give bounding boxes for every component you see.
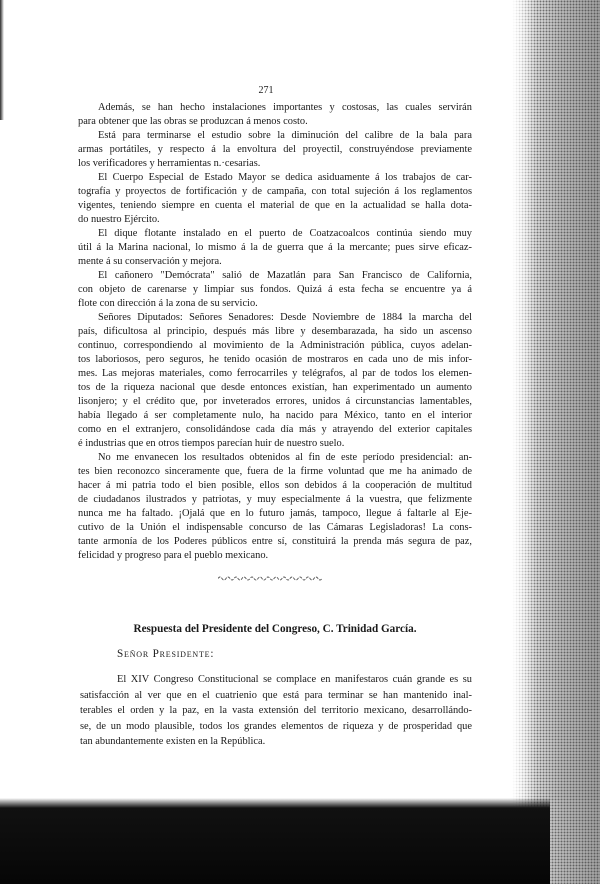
- text-line: hacer á mi patria todo el bien posible, ellos son debidos á la cooperación de multitud: [78, 480, 472, 491]
- text-line: había llegado á ser completamente nulo, ha nacido para México, tanto en el interior: [78, 410, 472, 421]
- body-paragraph: [78, 311, 472, 451]
- text-line: como en el extranjero, consolidándose cada día más y atrayendo del exterior capitales: [78, 424, 472, 435]
- text-line: Está para terminarse el estudio sobre la diminución del calibre de la bala para: [98, 130, 472, 141]
- text-line: mes. Las mejoras materiales, como ferrocarriles y telégrafos, al par de todos los elemen-: [78, 368, 472, 379]
- text-line: tos de la riqueza nacional que desde entonces existían, han experimentado un aumento: [78, 382, 472, 393]
- section-divider-ornament: [218, 575, 322, 582]
- text-line: los verificadores y herramientas n.·cesarias.: [78, 158, 261, 169]
- text-line: para obtener que las obras se produzcan á menos costo.: [78, 116, 308, 127]
- text-line: con objeto de carenarse y limpiar sus fondos. Quizá á esta fecha se encuentre ya á: [78, 284, 472, 295]
- body-paragraph: [78, 451, 472, 563]
- body-paragraph: [78, 227, 472, 269]
- text-line: mente á su conservación y mejora.: [78, 256, 222, 267]
- body-text: [78, 101, 472, 563]
- text-line: tes bien reconozco sinceramente que, fuera de la firme voluntad que me ha animado de: [78, 466, 472, 477]
- text-line: útil á la Marina nacional, lo mismo á la de guerra que á la mercante; pues sirve eficaz-: [78, 242, 472, 253]
- body-paragraph: [78, 101, 472, 129]
- page-number: 271: [258, 85, 274, 96]
- text-line: tografía y proyectos de fortificación y de campaña, con total sujeción á los reglamentos: [78, 186, 472, 197]
- text-line: No me envanecen los resultados obtenidos al fin de este período presidencial: an-: [98, 452, 472, 463]
- text-line: cutivo de la Unión el indispensable concurso de las Cámaras Legisladoras! La cons-: [78, 522, 472, 533]
- text-line: nunca me ha faltado. ¡Ojalá que en lo futuro jamás, tampoco, llegue á faltarle al Eje-: [78, 508, 472, 519]
- text-line: é industrias que en otros tiempos parecían huir de nuestro suelo.: [78, 438, 345, 449]
- text-line: El XIV Congreso Constitucional se complace en manifestaros cuán grande es su: [117, 674, 472, 685]
- body-paragraph: [80, 672, 472, 750]
- text-line: do nuestro Ejército.: [78, 214, 160, 225]
- text-line: Además, se han hecho instalaciones importantes y costosas, las cuales servirán: [98, 102, 472, 113]
- scan-bottom-shadow: [0, 798, 550, 884]
- text-line: El Cuerpo Especial de Estado Mayor se dedica asiduamente á los trabajos de car-: [98, 172, 472, 183]
- text-line: tan abundantemente existen en la República.: [80, 736, 266, 747]
- reply-text: [80, 672, 472, 750]
- text-line: vigentes, teniendo siempre en cuenta el material de que en la actualidad se halla dota-: [78, 200, 472, 211]
- scan-edge-shadow: [512, 0, 600, 884]
- text-line: terables el orden y la paz, en la vasta extensión del territorio mexicano, desarrollándo-: [80, 705, 472, 716]
- section-heading: Respuesta del Presidente del Congreso, C. Trinidad García.: [133, 623, 417, 635]
- text-line: flote con dirección á la zona de su servicio.: [78, 298, 258, 309]
- text-line: lisonjero; y el crédito que, por inveterados errores, unidos á circunstancias lamentables,: [78, 396, 472, 407]
- salutation: Señor Presidente:: [117, 648, 215, 660]
- body-paragraph: [78, 269, 472, 311]
- text-line: continuo, correspondiendo al movimiento de la Administración pública, cuyos adelan-: [78, 340, 472, 351]
- text-line: felicidad y progreso para el pueblo mexicano.: [78, 550, 269, 561]
- text-line: se, de un modo plausible, todos los grandes elementos de riqueza y de prosperidad que: [80, 720, 472, 732]
- text-line: satisfacción al ver que en el cuatrienio que está para terminar se han mantenido inal-: [80, 689, 472, 701]
- body-paragraph: [78, 171, 472, 227]
- text-line: El dique flotante instalado en el puerto de Coatzacoalcos continúa siendo muy: [98, 228, 472, 239]
- text-line: país, dificultosa al principio, después más libre y desembarazada, ha sido un ascenso: [78, 326, 472, 337]
- text-line: Señores Diputados: Señores Senadores: Desde Noviembre de 1884 la marcha del: [98, 312, 472, 323]
- text-line: tos laboriosos, pero seguros, he tenido ocasión de mostraros en cada uno de mis infor-: [78, 354, 472, 365]
- text-line: tante armonía de los Poderes públicos entre sí, constituirá la prenda más segura de paz,: [78, 536, 472, 547]
- text-line: armas portátiles, y respecto á la envoltura del proyectil, construyéndose previamente: [78, 144, 472, 155]
- text-line: El cañonero "Demócrata" salió de Mazatlán para San Francisco de California,: [98, 270, 472, 281]
- scan-left-edge: [0, 0, 4, 120]
- body-paragraph: [78, 129, 472, 171]
- text-line: de ciudadanos ilustrados y patriotas, y muy especialmente á la vuestra, que felizmente: [78, 494, 472, 505]
